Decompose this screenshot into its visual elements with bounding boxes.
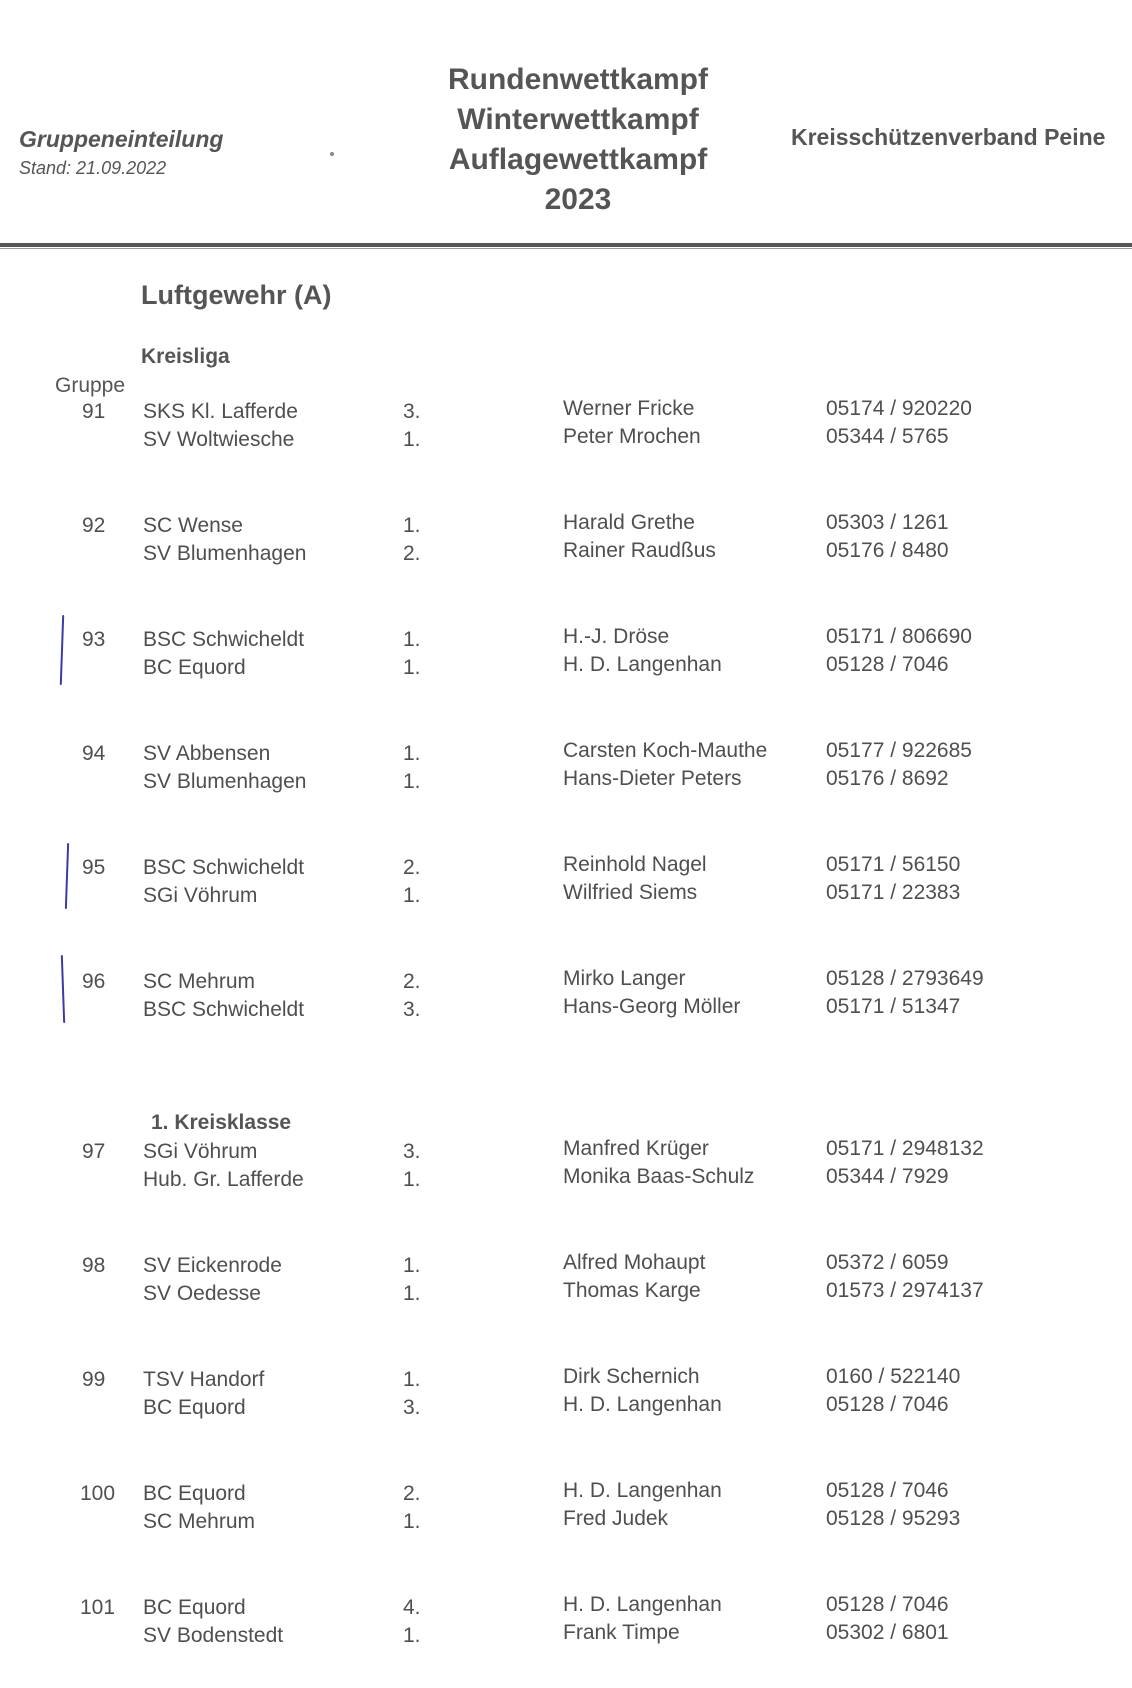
phone-number: 05171 / 56150	[826, 853, 961, 876]
club-name: BC Equord	[143, 1596, 246, 1619]
center-line-1: Rundenwettkampf	[447, 63, 708, 96]
club-name: BC Equord	[143, 1396, 246, 1419]
club-name: BSC Schwicheldt	[143, 998, 305, 1021]
section-title: Luftgewehr (A)	[141, 280, 332, 310]
contact-name: Peter Mrochen	[563, 425, 701, 448]
team-number: 1.	[403, 1368, 421, 1391]
header-divider	[0, 243, 1132, 247]
contact-name: Mirko Langer	[563, 967, 686, 990]
team-number: 1.	[403, 428, 421, 451]
contact-name: H.-J. Dröse	[563, 625, 670, 648]
phone-number: 05372 / 6059	[826, 1251, 949, 1274]
group-number: 100	[80, 1482, 116, 1505]
contact-name: Reinhold Nagel	[563, 853, 707, 876]
club-name: SV Bodenstedt	[143, 1624, 284, 1647]
contact-name: Dirk Schernich	[563, 1365, 700, 1388]
phone-number: 05128 / 7046	[826, 1479, 949, 1502]
contact-name: Wilfried Siems	[563, 881, 698, 904]
contact-name: Manfred Krüger	[563, 1137, 709, 1160]
contact-name: Alfred Mohaupt	[563, 1251, 706, 1274]
phone-number: 05176 / 8692	[826, 767, 949, 790]
contact-name: H. D. Langenhan	[563, 1593, 722, 1616]
club-name: SV Abbensen	[143, 742, 271, 765]
club-name: SC Wense	[143, 514, 243, 537]
stray-dot	[330, 152, 334, 156]
margin-mark	[61, 955, 65, 1023]
club-name: BSC Schwicheldt	[143, 628, 305, 651]
contact-name: Hans-Dieter Peters	[563, 767, 742, 790]
header-organization: Kreisschützenverband Peine	[791, 124, 1106, 150]
phone-number: 05128 / 7046	[826, 1393, 949, 1416]
contact-name: Monika Baas-Schulz	[563, 1165, 755, 1188]
team-number: 3.	[403, 1396, 421, 1419]
club-name: BC Equord	[143, 656, 246, 679]
team-number: 1.	[403, 742, 421, 765]
margin-mark	[60, 615, 64, 685]
group-number: 93	[82, 628, 106, 651]
phone-number: 05303 / 1261	[826, 511, 949, 534]
league-1-kreisklasse: 1. Kreisklasse	[151, 1111, 292, 1134]
header-divider-thin	[0, 248, 1132, 249]
center-line-3: Auflagewettkampf	[448, 143, 708, 176]
phone-number: 05302 / 6801	[826, 1621, 949, 1644]
club-name: SV Woltwiesche	[143, 428, 295, 451]
contact-name: Hans-Georg Möller	[563, 995, 741, 1018]
team-number: 2.	[403, 1482, 421, 1505]
club-name: BSC Schwicheldt	[143, 856, 305, 879]
center-line-2: Winterwettkampf	[457, 103, 699, 136]
group-number: 92	[82, 514, 106, 537]
phone-number: 0160 / 522140	[826, 1365, 961, 1388]
phone-number: 05171 / 51347	[826, 995, 961, 1018]
team-number: 1.	[403, 656, 421, 679]
club-name: SC Mehrum	[143, 970, 256, 993]
phone-number: 05171 / 806690	[826, 625, 972, 648]
contact-name: Harald Grethe	[563, 511, 695, 534]
club-name: SC Mehrum	[143, 1510, 256, 1533]
contact-name: Werner Fricke	[563, 397, 695, 420]
margin-mark	[65, 843, 69, 909]
team-number: 1.	[403, 628, 421, 651]
club-name: SV Oedesse	[143, 1282, 261, 1305]
header-date: Stand: 21.09.2022	[19, 158, 167, 178]
group-number: 101	[80, 1596, 116, 1619]
team-number: 2.	[403, 856, 421, 879]
team-number: 3.	[403, 1140, 421, 1163]
team-number: 2.	[403, 970, 421, 993]
group-number: 99	[82, 1368, 106, 1391]
club-name: BC Equord	[143, 1482, 246, 1505]
column-label-gruppe: Gruppe	[55, 374, 126, 397]
phone-number: 05177 / 922685	[826, 739, 972, 762]
group-number: 97	[82, 1140, 106, 1163]
phone-number: 05171 / 22383	[826, 881, 961, 904]
team-number: 1.	[403, 1168, 421, 1191]
group-number: 94	[82, 742, 106, 765]
contact-name: H. D. Langenhan	[563, 653, 722, 676]
group-number: 91	[82, 400, 106, 423]
league-kreisliga: Kreisliga	[141, 345, 230, 368]
club-name: SGi Vöhrum	[143, 884, 258, 907]
club-name: SGi Vöhrum	[143, 1140, 258, 1163]
team-number: 1.	[403, 1510, 421, 1533]
contact-name: Carsten Koch-Mauthe	[563, 739, 768, 762]
phone-number: 05344 / 5765	[826, 425, 949, 448]
team-number: 2.	[403, 542, 421, 565]
phone-number: 01573 / 2974137	[826, 1279, 984, 1302]
phone-number: 05128 / 2793649	[826, 967, 984, 990]
phone-number: 05344 / 7929	[826, 1165, 949, 1188]
phone-number: 05128 / 7046	[826, 653, 949, 676]
phone-number: 05128 / 7046	[826, 1593, 949, 1616]
team-number: 1.	[403, 770, 421, 793]
contact-name: Thomas Karge	[563, 1279, 701, 1302]
contact-name: Fred Judek	[563, 1507, 669, 1530]
team-number: 1.	[403, 1624, 421, 1647]
phone-number: 05128 / 95293	[826, 1507, 961, 1530]
team-number: 1.	[403, 514, 421, 537]
phone-number: 05171 / 2948132	[826, 1137, 984, 1160]
team-number: 3.	[403, 400, 421, 423]
club-name: TSV Handorf	[143, 1368, 265, 1391]
club-name: Hub. Gr. Lafferde	[143, 1168, 304, 1191]
contact-name: H. D. Langenhan	[563, 1393, 722, 1416]
team-number: 4.	[403, 1596, 421, 1619]
team-number: 1.	[403, 884, 421, 907]
phone-number: 05174 / 920220	[826, 397, 972, 420]
phone-number: 05176 / 8480	[826, 539, 949, 562]
club-name: SV Eickenrode	[143, 1254, 282, 1277]
contact-name: Rainer Raudßus	[563, 539, 716, 562]
header-title: Gruppeneinteilung	[19, 126, 224, 152]
team-number: 1.	[403, 1254, 421, 1277]
club-name: SKS Kl. Lafferde	[143, 400, 298, 423]
team-number: 1.	[403, 1282, 421, 1305]
center-line-4: 2023	[544, 183, 612, 216]
contact-name: Frank Timpe	[563, 1621, 680, 1644]
group-number: 95	[82, 856, 106, 879]
club-name: SV Blumenhagen	[143, 770, 307, 793]
group-number: 98	[82, 1254, 106, 1277]
club-name: SV Blumenhagen	[143, 542, 307, 565]
header-center-title	[418, 60, 738, 220]
group-number: 96	[82, 970, 106, 993]
contact-name: H. D. Langenhan	[563, 1479, 722, 1502]
team-number: 3.	[403, 998, 421, 1021]
